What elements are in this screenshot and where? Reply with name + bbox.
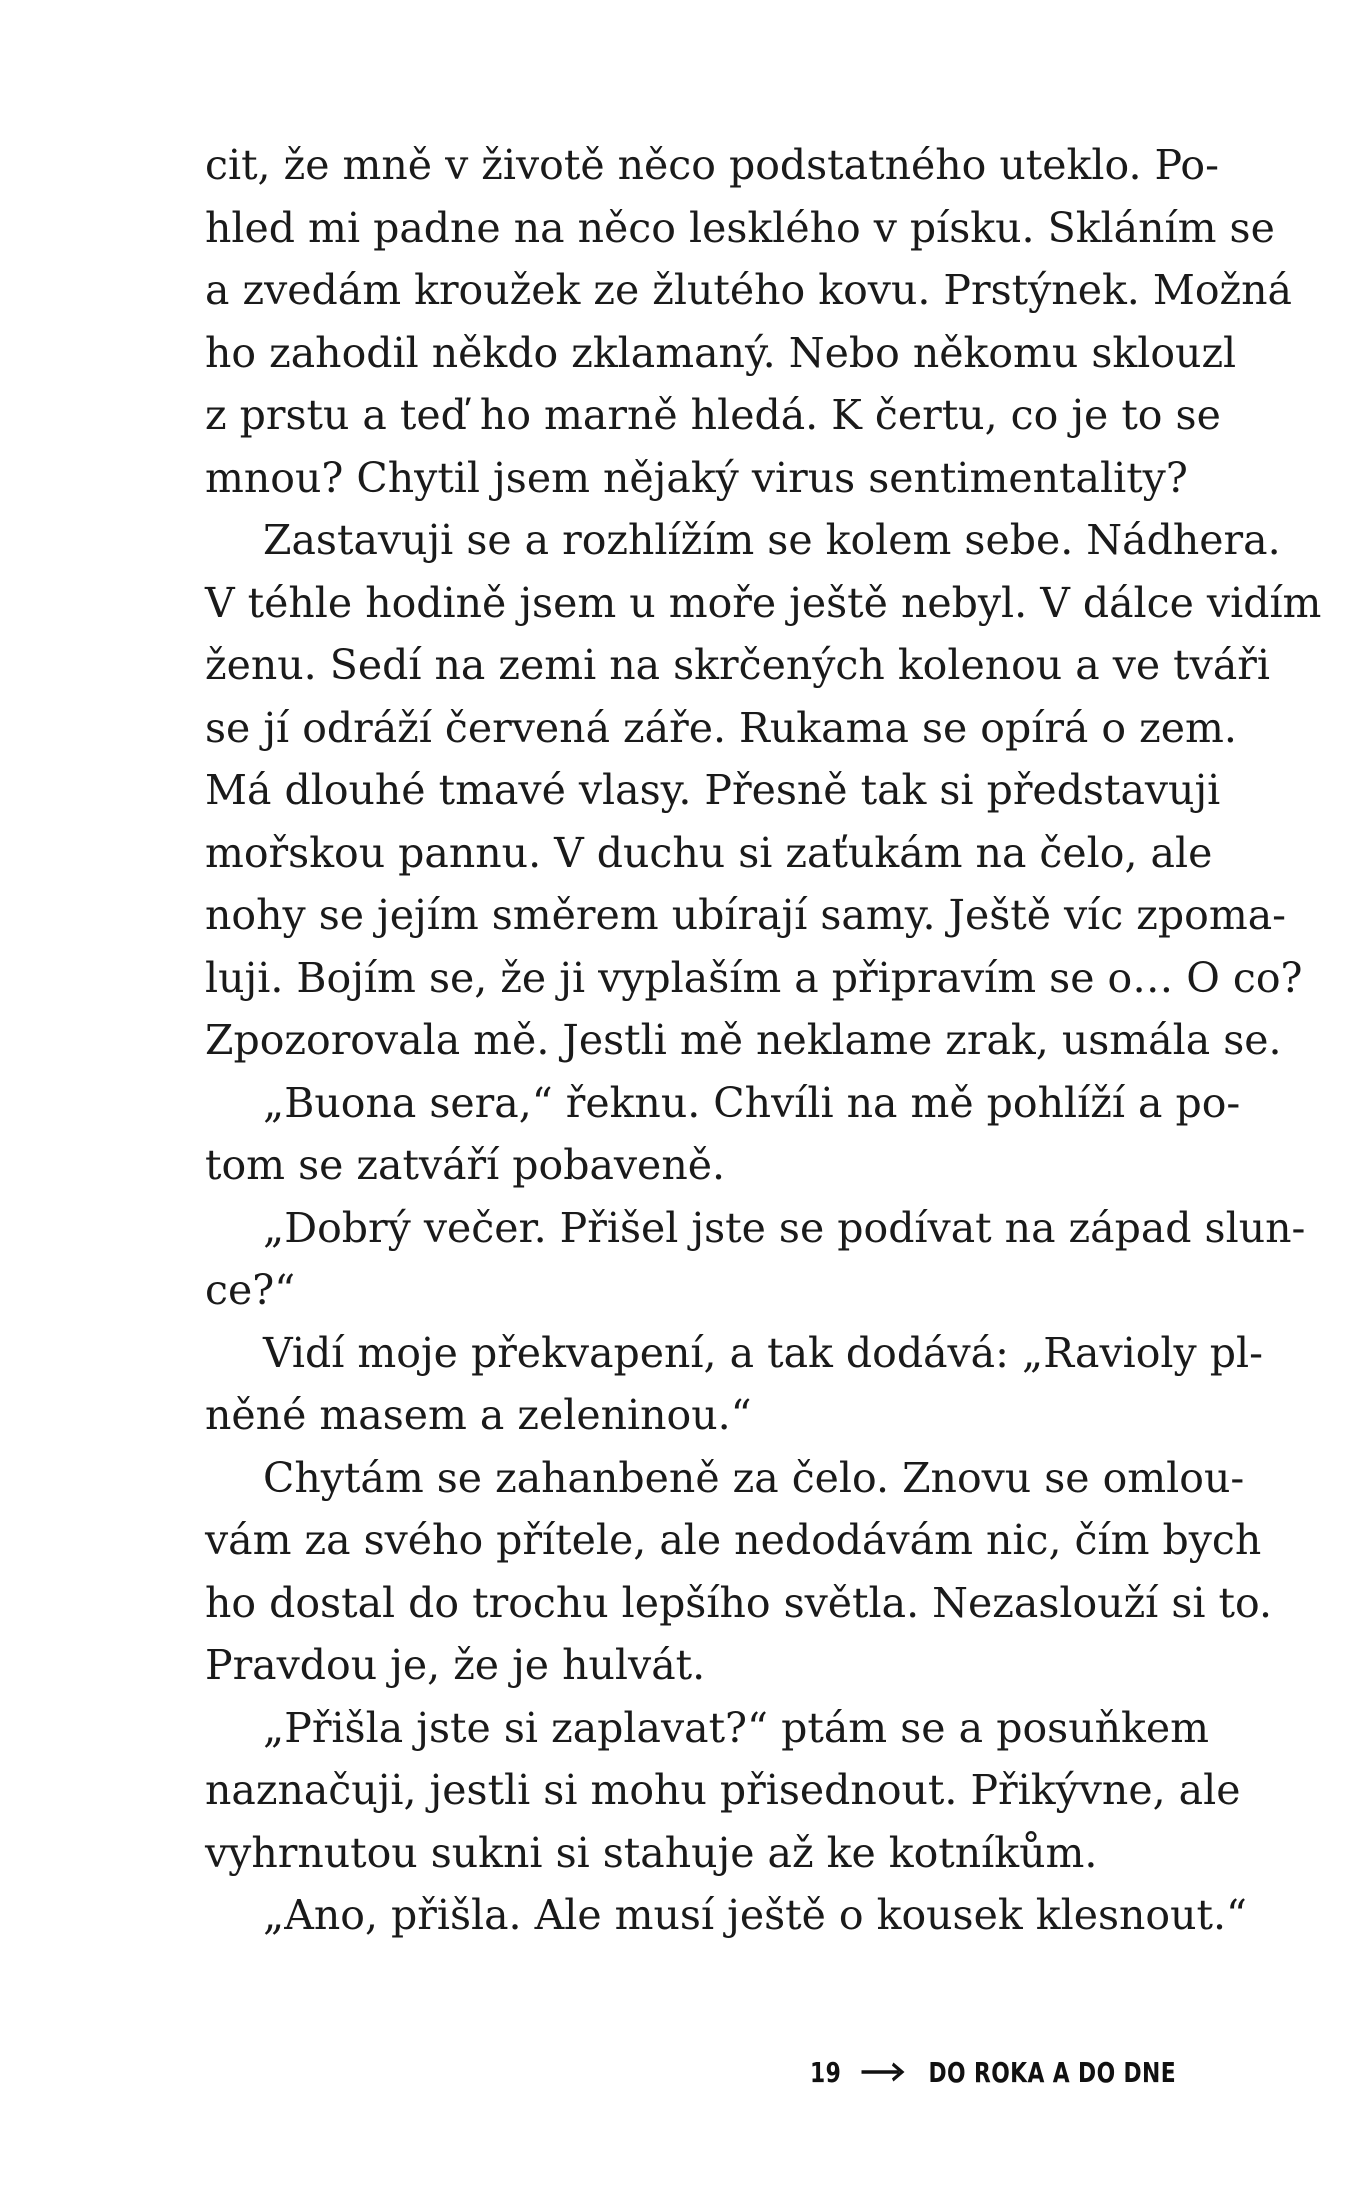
text-line: nohy se jejím směrem ubírají samy. Ještě víc zpoma- xyxy=(205,891,1286,939)
text-line: Má dlouhé tmavé vlasy. Přesně tak si představuji xyxy=(205,766,1221,814)
text-line: Vidí moje překvapení, a tak dodává: „Ravioly pl- xyxy=(263,1328,1263,1377)
text-line: „Dobrý večer. Přišel jste se podívat na západ slun- xyxy=(263,1203,1306,1252)
text-line: Pravdou je, že je hulvát. xyxy=(205,1641,706,1689)
text-line: V téhle hodině jsem u moře ještě nebyl. V dálce vidím xyxy=(205,578,1322,627)
text-line: mnou? Chytil jsem nějaký virus sentimentality? xyxy=(205,453,1188,502)
text-line: Chytám se zahanbeně za čelo. Znovu se omlou- xyxy=(263,1453,1245,1502)
text-line: a zvedám kroužek ze žlutého kovu. Prstýnek. Možná xyxy=(205,266,1292,314)
text-line: ho dostal do trochu lepšího světla. Nezaslouží si to. xyxy=(205,1578,1272,1627)
text-line: z prstu a teď ho marně hledá. K čertu, co je to se xyxy=(205,391,1221,439)
text-line: cit, že mně v životě něco podstatného uteklo. Po- xyxy=(205,141,1219,189)
text-line: „Ano, přišla. Ale musí ještě o kousek klesnout.“ xyxy=(263,1891,1247,1939)
text-line: mořskou pannu. V duchu si zaťukám na čelo, ale xyxy=(205,828,1213,877)
text-line: ho zahodil někdo zklamaný. Nebo někomu sklouzl xyxy=(205,328,1237,377)
text-line: naznačuji, jestli si mohu přisednout. Přikývne, ale xyxy=(205,1766,1241,1814)
text-line: luji. Bojím se, že ji vyplaším a připravím se o… O co? xyxy=(205,953,1303,1002)
right-arrow-icon xyxy=(861,2062,905,2082)
text-line: tom se zatváří pobaveně. xyxy=(205,1141,726,1189)
book-title: DO ROKA A DO DNE xyxy=(928,2055,1177,2089)
text-line: „Přišla jste si zaplavat?“ ptám se a posuňkem xyxy=(263,1703,1209,1752)
text-line: něné masem a zeleninou.“ xyxy=(205,1391,752,1439)
text-line: se jí odráží červená záře. Rukama se opírá o zem. xyxy=(205,703,1237,752)
page-number: 19 xyxy=(810,2055,842,2089)
text-line: „Buona sera,“ řeknu. Chvíli na mě pohlíží a po- xyxy=(263,1078,1241,1127)
text-line: ženu. Sedí na zemi na skrčených kolenou a ve tváři xyxy=(205,641,1270,689)
page-footer xyxy=(810,2050,1176,2094)
text-line: Zpozorovala mě. Jestli mě neklame zrak, usmála se. xyxy=(205,1016,1282,1064)
page-body-text xyxy=(205,134,1322,1947)
text-line: hled mi padne na něco lesklého v písku. Skláním se xyxy=(205,203,1275,252)
text-line: vám za svého přítele, ale nedodávám nic, čím bych xyxy=(205,1516,1262,1564)
text-line: vyhrnutou sukni si stahuje až ke kotníkům. xyxy=(205,1828,1098,1877)
text-line: Zastavuji se a rozhlížím se kolem sebe. Nádhera. xyxy=(263,516,1281,564)
text-line: ce?“ xyxy=(205,1266,296,1314)
